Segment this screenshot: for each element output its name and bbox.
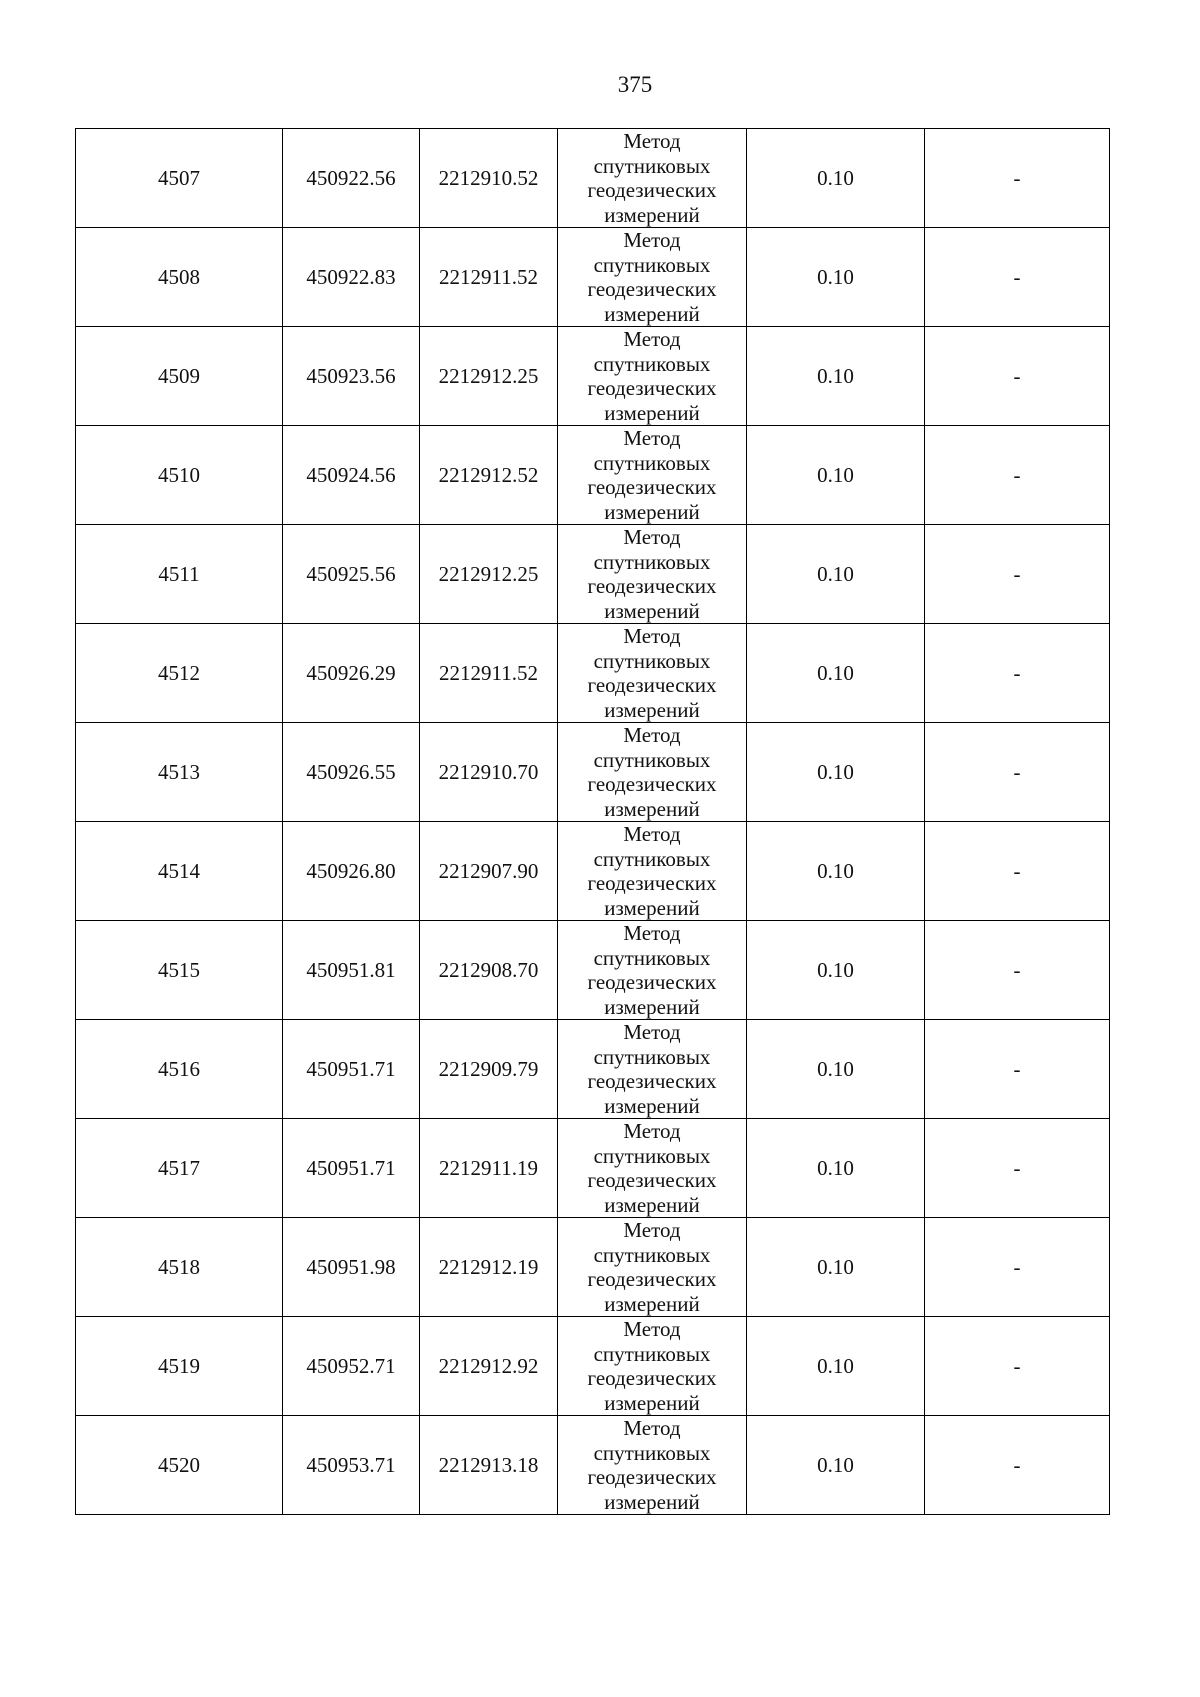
method-line: измерений (604, 1390, 700, 1415)
note-cell: - (925, 822, 1110, 921)
x-coordinate-cell: 450953.71 (283, 1416, 420, 1515)
method-cell (558, 1218, 747, 1317)
method-cell (558, 723, 747, 822)
y-coordinate-cell: 2212909.79 (420, 1020, 558, 1119)
method-line: спутниковых (593, 1440, 711, 1465)
point-number-cell: 4518 (76, 1218, 283, 1317)
y-coordinate-cell: 2212912.19 (420, 1218, 558, 1317)
table-row (76, 723, 1110, 822)
method-line: спутниковых (593, 747, 711, 772)
point-number-cell: 4514 (76, 822, 283, 921)
y-coordinate-cell: 2212911.52 (420, 624, 558, 723)
method-line: Метод (623, 426, 681, 450)
note-cell: - (925, 228, 1110, 327)
method-line: геодезических (587, 574, 717, 598)
method-line: геодезических (587, 871, 717, 895)
accuracy-cell: 0.10 (747, 525, 925, 624)
x-coordinate-cell: 450951.71 (283, 1020, 420, 1119)
note-cell: - (925, 1317, 1110, 1416)
method-line: спутниковых (593, 1143, 711, 1168)
method-line: спутниковых (593, 1044, 711, 1069)
method-cell (558, 327, 747, 426)
table-row (76, 1020, 1110, 1119)
x-coordinate-cell: 450922.56 (283, 129, 420, 228)
note-cell: - (925, 426, 1110, 525)
method-cell (558, 1020, 747, 1119)
method-line: измерений (604, 796, 700, 821)
table-row (76, 1218, 1110, 1317)
method-line: измерений (604, 400, 700, 425)
method-line: геодезических (587, 178, 717, 202)
table-row (76, 525, 1110, 624)
method-line: измерений (604, 1291, 700, 1316)
method-line: измерений (604, 499, 700, 524)
note-cell: - (925, 1416, 1110, 1515)
method-line: Метод (623, 1416, 681, 1440)
method-line: спутниковых (593, 252, 711, 277)
x-coordinate-cell: 450926.55 (283, 723, 420, 822)
method-line: геодезических (587, 772, 717, 796)
method-line: измерений (604, 994, 700, 1019)
y-coordinate-cell: 2212912.25 (420, 327, 558, 426)
note-cell: - (925, 327, 1110, 426)
method-line: геодезических (587, 376, 717, 400)
y-coordinate-cell: 2212907.90 (420, 822, 558, 921)
method-line: Метод (623, 228, 681, 252)
point-number-cell: 4509 (76, 327, 283, 426)
accuracy-cell: 0.10 (747, 1119, 925, 1218)
method-cell (558, 822, 747, 921)
table-row (76, 327, 1110, 426)
method-cell (558, 228, 747, 327)
coordinates-table-body (76, 129, 1110, 1515)
method-cell (558, 1119, 747, 1218)
method-cell (558, 1317, 747, 1416)
accuracy-cell: 0.10 (747, 624, 925, 723)
method-line: измерений (604, 1489, 700, 1514)
method-line: спутниковых (593, 450, 711, 475)
method-line: спутниковых (593, 351, 711, 376)
accuracy-cell: 0.10 (747, 1020, 925, 1119)
accuracy-cell: 0.10 (747, 1317, 925, 1416)
y-coordinate-cell: 2212912.25 (420, 525, 558, 624)
note-cell: - (925, 624, 1110, 723)
accuracy-cell: 0.10 (747, 921, 925, 1020)
method-line: измерений (604, 1093, 700, 1118)
method-line: Метод (623, 1020, 681, 1044)
x-coordinate-cell: 450923.56 (283, 327, 420, 426)
accuracy-cell: 0.10 (747, 426, 925, 525)
method-line: спутниковых (593, 945, 711, 970)
method-line: геодезических (587, 475, 717, 499)
point-number-cell: 4507 (76, 129, 283, 228)
point-number-cell: 4511 (76, 525, 283, 624)
method-cell (558, 921, 747, 1020)
x-coordinate-cell: 450952.71 (283, 1317, 420, 1416)
accuracy-cell: 0.10 (747, 723, 925, 822)
accuracy-cell: 0.10 (747, 228, 925, 327)
method-cell (558, 525, 747, 624)
method-line: Метод (623, 129, 681, 153)
method-line: спутниковых (593, 1341, 711, 1366)
note-cell: - (925, 723, 1110, 822)
method-line: геодезических (587, 970, 717, 994)
x-coordinate-cell: 450922.83 (283, 228, 420, 327)
method-line: геодезических (587, 1366, 717, 1390)
method-line: Метод (623, 822, 681, 846)
method-line: измерений (604, 895, 700, 920)
point-number-cell: 4510 (76, 426, 283, 525)
accuracy-cell: 0.10 (747, 1218, 925, 1317)
note-cell: - (925, 1119, 1110, 1218)
accuracy-cell: 0.10 (747, 822, 925, 921)
method-line: геодезических (587, 277, 717, 301)
method-cell (558, 624, 747, 723)
method-line: спутниковых (593, 1242, 711, 1267)
method-cell (558, 1416, 747, 1515)
point-number-cell: 4520 (76, 1416, 283, 1515)
method-cell (558, 426, 747, 525)
method-line: геодезических (587, 1267, 717, 1291)
table-row (76, 1317, 1110, 1416)
y-coordinate-cell: 2212908.70 (420, 921, 558, 1020)
method-line: геодезических (587, 673, 717, 697)
method-line: спутниковых (593, 846, 711, 871)
method-line: измерений (604, 202, 700, 227)
point-number-cell: 4508 (76, 228, 283, 327)
note-cell: - (925, 1218, 1110, 1317)
x-coordinate-cell: 450925.56 (283, 525, 420, 624)
table-row (76, 1119, 1110, 1218)
table-row (76, 228, 1110, 327)
method-line: спутниковых (593, 648, 711, 673)
x-coordinate-cell: 450926.29 (283, 624, 420, 723)
table-row (76, 1416, 1110, 1515)
x-coordinate-cell: 450951.98 (283, 1218, 420, 1317)
method-line: Метод (623, 1317, 681, 1341)
method-line: геодезических (587, 1069, 717, 1093)
table-row (76, 624, 1110, 723)
table-row (76, 129, 1110, 228)
point-number-cell: 4515 (76, 921, 283, 1020)
method-line: геодезических (587, 1168, 717, 1192)
method-line: Метод (623, 525, 681, 549)
coordinates-table (75, 128, 1110, 1515)
x-coordinate-cell: 450951.81 (283, 921, 420, 1020)
y-coordinate-cell: 2212912.92 (420, 1317, 558, 1416)
y-coordinate-cell: 2212910.52 (420, 129, 558, 228)
point-number-cell: 4519 (76, 1317, 283, 1416)
method-line: спутниковых (593, 549, 711, 574)
table-row (76, 822, 1110, 921)
y-coordinate-cell: 2212911.52 (420, 228, 558, 327)
note-cell: - (925, 921, 1110, 1020)
point-number-cell: 4513 (76, 723, 283, 822)
method-line: измерений (604, 1192, 700, 1217)
method-line: Метод (623, 1119, 681, 1143)
accuracy-cell: 0.10 (747, 327, 925, 426)
y-coordinate-cell: 2212912.52 (420, 426, 558, 525)
point-number-cell: 4516 (76, 1020, 283, 1119)
note-cell: - (925, 1020, 1110, 1119)
method-line: измерений (604, 598, 700, 623)
page-number: 375 (617, 72, 653, 97)
note-cell: - (925, 129, 1110, 228)
point-number-cell: 4517 (76, 1119, 283, 1218)
method-line: геодезических (587, 1465, 717, 1489)
accuracy-cell: 0.10 (747, 129, 925, 228)
y-coordinate-cell: 2212910.70 (420, 723, 558, 822)
x-coordinate-cell: 450926.80 (283, 822, 420, 921)
note-cell: - (925, 525, 1110, 624)
method-line: Метод (623, 624, 681, 648)
method-line: Метод (623, 327, 681, 351)
method-line: Метод (623, 723, 681, 747)
table-row (76, 921, 1110, 1020)
table-row (76, 426, 1110, 525)
method-cell (558, 129, 747, 228)
method-line: Метод (623, 1218, 681, 1242)
point-number-cell: 4512 (76, 624, 283, 723)
x-coordinate-cell: 450951.71 (283, 1119, 420, 1218)
method-line: Метод (623, 921, 681, 945)
method-line: измерений (604, 697, 700, 722)
method-line: спутниковых (593, 153, 711, 178)
method-line: измерений (604, 301, 700, 326)
y-coordinate-cell: 2212913.18 (420, 1416, 558, 1515)
accuracy-cell: 0.10 (747, 1416, 925, 1515)
y-coordinate-cell: 2212911.19 (420, 1119, 558, 1218)
x-coordinate-cell: 450924.56 (283, 426, 420, 525)
